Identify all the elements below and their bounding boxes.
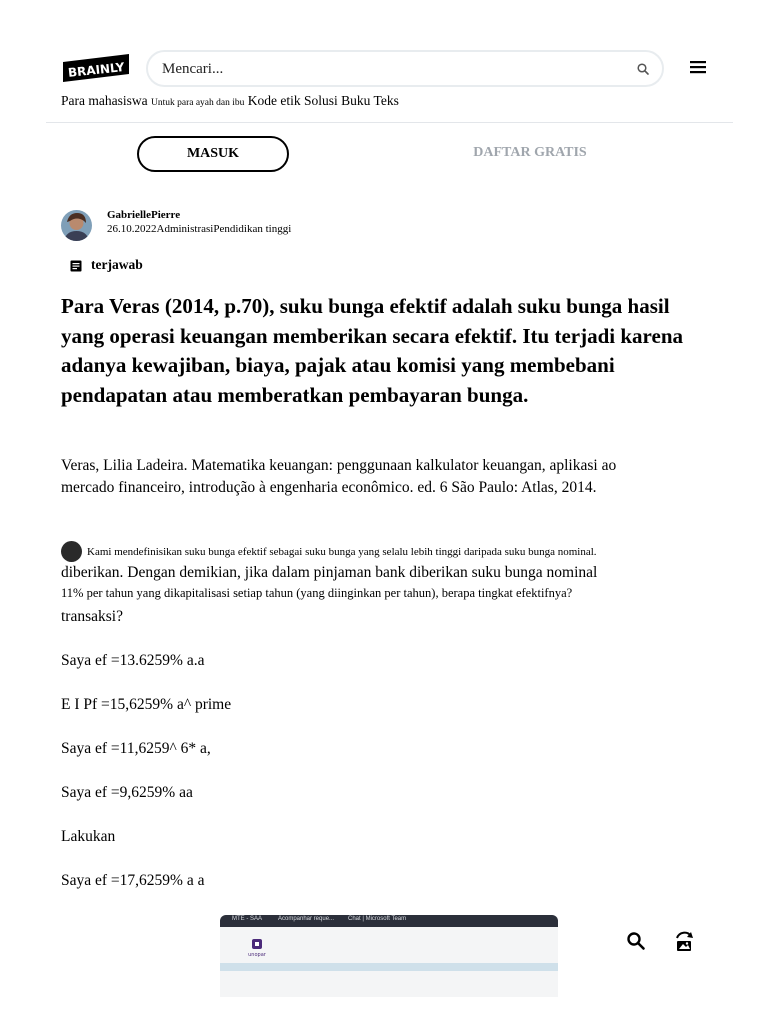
image-search-icon[interactable] (673, 930, 695, 952)
svg-text:BRAINLY: BRAINLY (67, 60, 126, 80)
main-nav (61, 93, 399, 109)
avatar-image (61, 210, 92, 241)
answer-option: E I Pf =15,6259% a^ prime (61, 696, 232, 713)
browser-tab-bar (220, 915, 558, 927)
question-title: Para Veras (2014, p.70), suku bunga efektif adalah suku bunga hasil yang operasi keuangan memberikan secara efektif. Itu terjadi karena adanya kewajiban, biaya, pajak atau komisi yang membebani pendapatan atau memberatkan pembayaran bunga. (61, 294, 683, 407)
nav-students[interactable]: Para mahasiswa (61, 93, 148, 108)
brainly-logo[interactable] (61, 54, 131, 82)
signup-button[interactable]: DAFTAR GRATIS (455, 136, 605, 170)
browser-tab: Chat | Microsoft Team (348, 916, 407, 922)
search-bar (146, 50, 664, 87)
login-button[interactable]: MASUK (137, 136, 289, 172)
search-icon[interactable] (626, 931, 646, 951)
post-category[interactable]: Administrasi (156, 223, 214, 235)
answered-badge (70, 257, 143, 273)
search-input[interactable] (162, 58, 622, 80)
answer-option: Saya ef =11,6259^ 6* a, (61, 740, 211, 757)
post-meta (107, 223, 291, 235)
search-icon[interactable] (636, 62, 650, 76)
bullet-note (61, 541, 701, 562)
browser-content (220, 927, 558, 997)
question-line: 11% per tahun yang dikapitalisasi setiap tahun (yang diinginkan per tahun), berapa tingkat efektifnya? (61, 586, 573, 600)
content-stripe (220, 963, 558, 971)
answered-label: terjawab (91, 257, 143, 272)
answer-option: Lakukan (61, 828, 116, 845)
author-name[interactable]: GabriellePierre (107, 209, 181, 221)
svg-text:unopar: unopar (248, 952, 266, 958)
question-line: diberikan. Dengan demikian, jika dalam pinjaman bank diberikan suku bunga nominal (61, 564, 598, 581)
post-level[interactable]: Pendidikan tinggi (213, 223, 292, 235)
post-date: 26.10.2022 (107, 223, 157, 235)
nav-parents[interactable]: Untuk para ayah dan ibu (150, 98, 245, 108)
avatar[interactable] (61, 210, 92, 241)
hamburger-menu-icon[interactable] (690, 60, 706, 74)
browser-tab: MTE - SAA (232, 916, 263, 922)
answer-option: Saya ef =17,6259% a a (61, 872, 205, 889)
browser-tab: Acompanhar reque... (278, 916, 335, 922)
answer-option: Saya ef =9,6259% aa (61, 784, 193, 801)
brainly-logo-icon (61, 54, 131, 82)
answer-option: Saya ef =13.6259% a.a (61, 652, 205, 669)
site-header (46, 40, 733, 123)
nav-code-of-conduct[interactable]: Kode etik (247, 93, 301, 108)
attachment-thumbnail[interactable] (220, 915, 558, 997)
question-line: transaksi? (61, 608, 123, 625)
nav-textbook-solutions[interactable]: Solusi Buku Teks (304, 93, 399, 108)
unopar-logo-icon (246, 937, 268, 959)
document-icon (70, 260, 82, 272)
bullet-text: Kami mendefinisikan suku bunga efektif sebagai suku bunga yang selalu lebih tinggi daripada suku bunga nominal. (87, 545, 597, 558)
reference-text: Veras, Lilia Ladeira. Matematika keuangan: penggunaan kalkulator keuangan, aplikasi ao mercado financeiro, introdução à engenharia econômico. ed. 6 São Paulo: Atlas, 2014. (61, 457, 617, 496)
bullet-dot-icon (61, 541, 82, 562)
